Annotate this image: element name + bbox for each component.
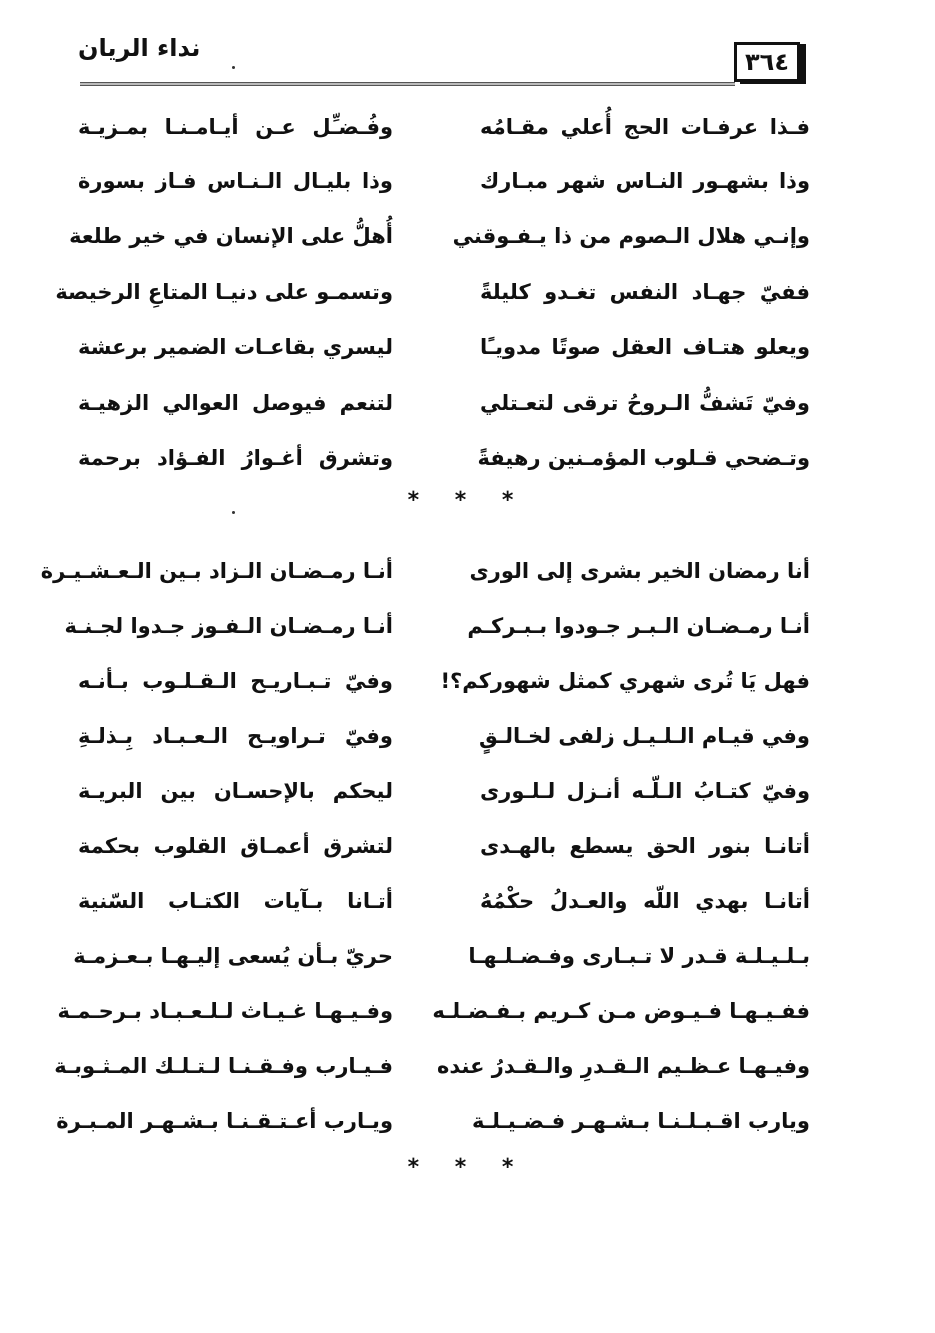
verse-second-hemistich: أنـا رمـضـان الـفـوز جـدوا لجـنـة [64, 614, 393, 638]
verse-second-hemistich: وفـيـهـا غـيـاث لـلـعـبـاد بـرحـمـة [57, 999, 393, 1023]
page-number: ٣٦٤ [734, 42, 800, 82]
verse-second-hemistich: لتنعم فيوصل العوالي الزهيـة [78, 391, 393, 415]
verse-first-hemistich: ويارب اقـبـلـنـا بـشـهـر فـضـيـلـة [472, 1109, 810, 1133]
scan-speck [232, 511, 235, 514]
verse-first-hemistich: ففـيـهـا فـيـوض مـن كـريم بـفـضـلـه [432, 999, 810, 1023]
verse-first-hemistich: ففيّ جهـاد النفس تغـدو كليلةً [480, 280, 810, 304]
verse-second-hemistich: ليسري بقاعـات الضمير برعشة [78, 335, 393, 359]
verse-second-hemistich: ويـارب أعـتـقـنـا بـشـهـر المـبـرة [56, 1109, 393, 1133]
verse-second-hemistich: أنـا رمـضـان الـزاد بـين الـعـشـيـرة [40, 559, 393, 583]
verse-second-hemistich: وفيّ تـبـاريـح الـقـلـوب بـأنـه [78, 669, 393, 693]
verse-first-hemistich: وفيّ تَشفُّ الـروحُ ترقى لتعـتلي [480, 391, 810, 415]
verse-first-hemistich: وفيّ كتـابُ الـلّـه أنـزل لـلـورى [480, 779, 810, 803]
verse-second-hemistich: لتشرق أعمـاق القلوب بحكمة [78, 834, 393, 858]
verse-second-hemistich: وتشرق أغـوارُ الفـؤاد برحمة [78, 446, 393, 470]
verse-second-hemistich: أتـانا بـآيات الكتـاب السّنية [78, 889, 393, 913]
verse-first-hemistich: وذا بشهـور النـاس شهر مبـارك [480, 169, 810, 193]
header-rule [80, 82, 735, 86]
verse-first-hemistich: فهل يَا تُرى شهري كمثل شهوركم؟! [440, 669, 810, 693]
verse-first-hemistich: وإنـي هلال الـصوم من ذا يـفـوقني [452, 224, 810, 248]
verse-second-hemistich: وفُـضـِّل عـن أيـامـنـا بمـزيـة [78, 115, 393, 139]
verse-second-hemistich: فـيـارب وفـقـنـا لـتـلـك المـثـوبـة [54, 1054, 393, 1078]
scan-speck [232, 66, 235, 69]
page-header [0, 0, 935, 95]
verse-first-hemistich: وتـضحي قـلوب المؤمـنين رهيفةً [477, 446, 810, 470]
verse-first-hemistich: فـذا عرفـات الحج أُعلي مقـامُه [480, 115, 810, 139]
verse-first-hemistich: ويعلو هتـاف العقل صوتًا مدويـًا [480, 335, 810, 359]
book-title: نداء الريان [78, 34, 201, 62]
verse-first-hemistich: وفي قيـام الـلـيـل زلفى لخـالـقٍ [479, 724, 810, 748]
verse-second-hemistich: وفيّ تـراويـح الـعـبـاد بِـذلـةِ [78, 724, 393, 748]
verse-second-hemistich: أُهلُّ على الإنسان في خير طلعة [69, 224, 393, 248]
verse-second-hemistich: حريّ بـأن يُسعى إليـهـا بـعـزمـة [73, 944, 393, 968]
verse-first-hemistich: وفيـهـا عـظـيم الـقـدرِ والـقـدرُ عنده [437, 1054, 810, 1078]
verse-first-hemistich: أتانـا بنور الحق يسطع بالهـدى [480, 834, 810, 858]
verse-first-hemistich: أنـا رمـضـان الـبـر جـودوا بـبـركـم [467, 614, 810, 638]
stanza-separator: * * * [407, 488, 528, 513]
verse-second-hemistich: وتسمـو على دنيـا المتاعِ الرخيصة [55, 280, 393, 304]
verse-first-hemistich: أتانـا بهدي اللّه والعـدلُ حكْمُهُ [480, 889, 810, 913]
verse-second-hemistich: ليحكم بالإحسـان بين البريـة [78, 779, 393, 803]
verse-first-hemistich: بـلـيـلـة قـدر لا تـبـارى وفـضـلـهـا [468, 944, 810, 968]
verse-second-hemistich: وذا بليـال الـنـاس فـاز بسورة [78, 169, 393, 193]
verse-first-hemistich: أنا رمضان الخير بشرى إلى الورى [469, 559, 810, 583]
stanza-separator: * * * [407, 1155, 528, 1180]
